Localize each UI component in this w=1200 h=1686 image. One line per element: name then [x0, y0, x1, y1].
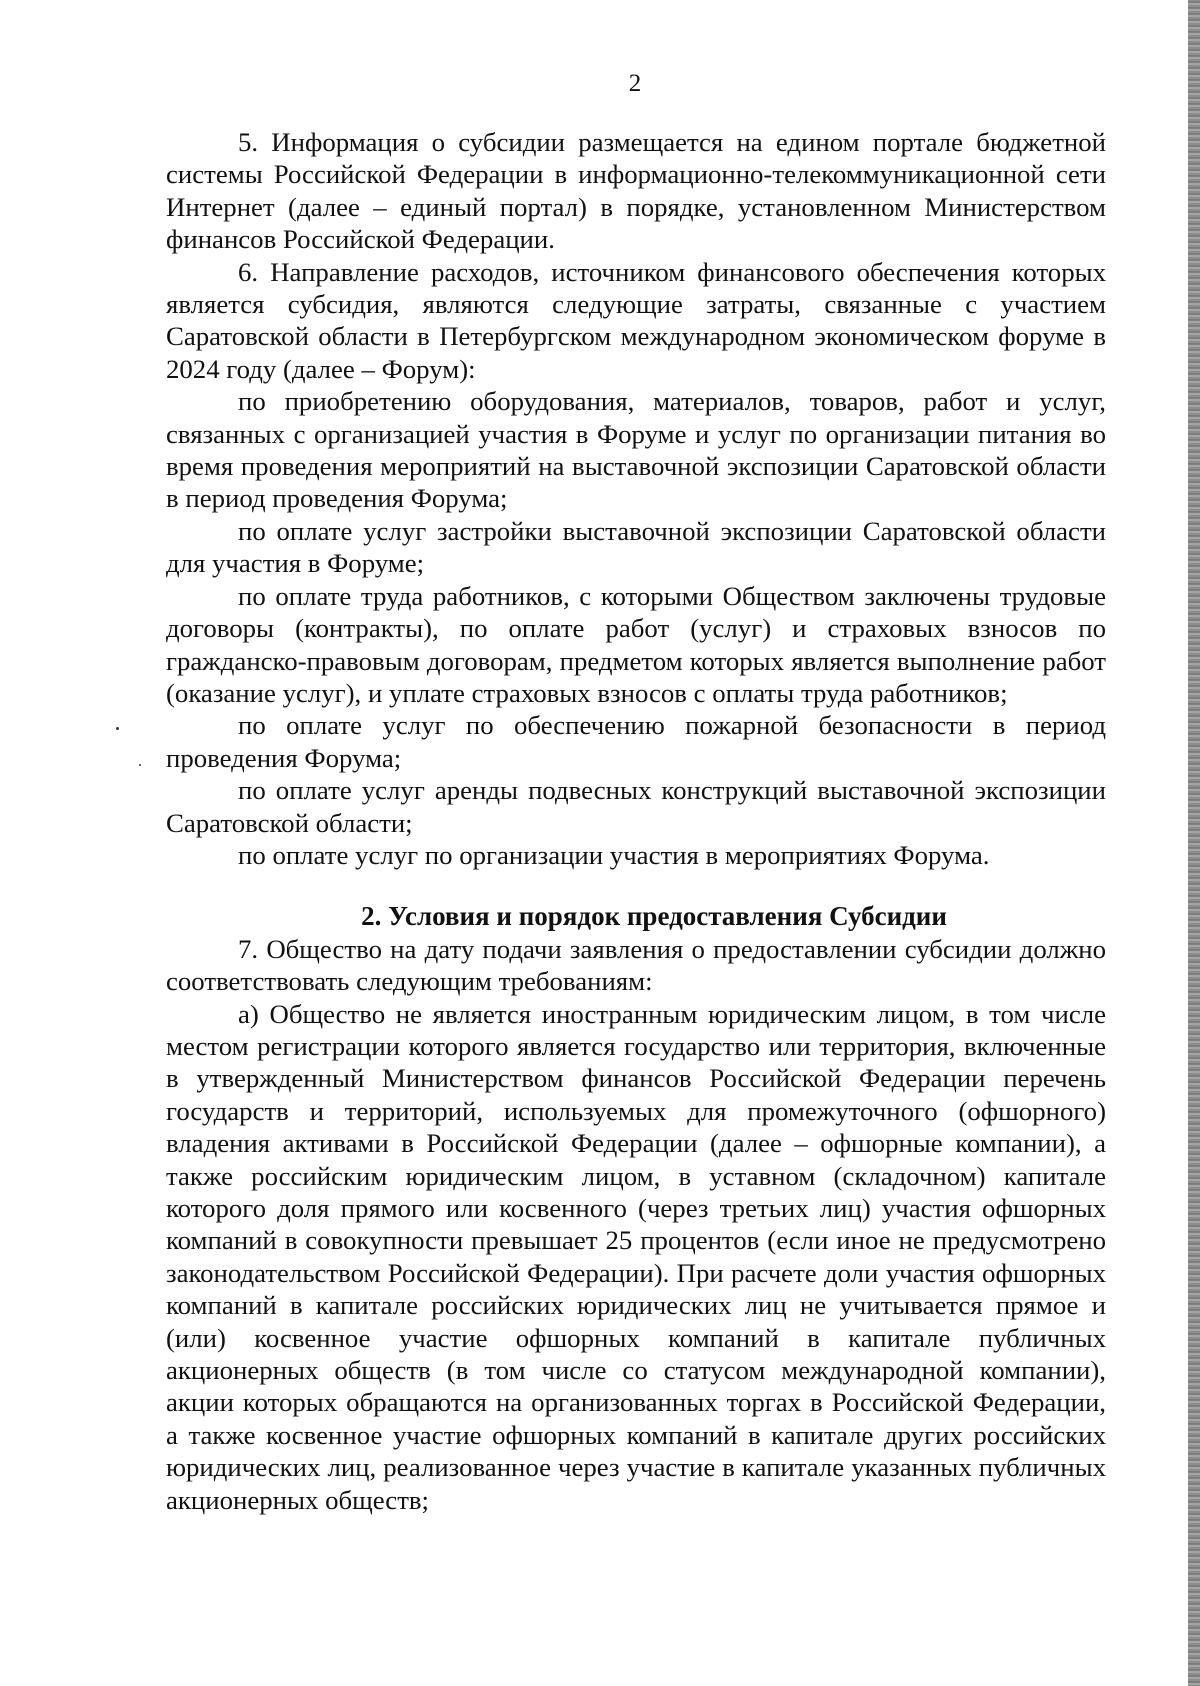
- paragraph: по оплате труда работников, с которыми Обществом заключены трудовые договоры (контракты), по оплате работ (услуг) и страховых взносов по гражданско-правовым договорам, предметом которых является выполнение работ (оказание услуг), и уплате страховых взносов с оплаты труда работников;: [166, 580, 1106, 708]
- paragraph: по оплате услуг застройки выставочной экспозиции Саратовской области для участия в Форуме;: [166, 515, 1106, 579]
- section-heading: 2. Условия и порядок предоставления Субсидии: [361, 901, 947, 932]
- scan-speck: [139, 764, 141, 766]
- paragraph: 6. Направление расходов, источником финансового обеспечения которых является субсидия, являются следующие затраты, связанные с участием Саратовской области в Петербургском международном экономическом форуме в 2024 году (далее – Форум):: [166, 256, 1106, 384]
- paragraph: по оплате услуг по организации участия в мероприятиях Форума.: [238, 839, 990, 870]
- paragraph: 7. Общество на дату подачи заявления о предоставлении субсидии должно соответствовать следующим требованиям:: [166, 933, 1106, 997]
- paragraph: по оплате услуг по обеспечению пожарной безопасности в период проведения Форума;: [166, 710, 1106, 773]
- document-body: [166, 126, 1106, 1516]
- paragraph: а) Общество не является иностранным юридическим лицом, в том числе местом регистрации которого является государство или территория, включенные в утвержденный Министерством финансов Российской Федерации перечень государств и территорий, используемых для промежуточного (офшорного) владения активами в Российской Федерации (далее – офшорные компании), а также российским юридическим лицом, в уставном (складочном) капитале которого доля прямого или косвенного (через третьих лиц) участия офшорных компаний в совокупности превышает 25 процентов (если иное не предусмотрено законодательством Российской Федерации). При расчете доли участия офшорных компаний в капитале российских юридических лиц не учитывается прямое и (или) косвенное участие офшорных компаний в капитале публичных акционерных обществ (в том числе со статусом международной компании), акции которых обращаются на организованных торгах в Российской Федерации, а также косвенное участие офшорных компаний в капитале других российских юридических лиц, реализованное через участие в капитале указанных публичных акционерных обществ;: [166, 998, 1106, 1515]
- paragraph: по приобретению оборудования, материалов, товаров, работ и услуг, связанных с организацией участия в Форуме и услуг по организации питания во время проведения мероприятий на выставочной экспозиции Саратовской области в период проведения Форума;: [166, 386, 1106, 514]
- scan-speck: [116, 727, 119, 730]
- paragraph: по оплате услуг аренды подвесных конструкций выставочной экспозиции Саратовской области;: [166, 775, 1106, 838]
- scan-edge: [1188, 0, 1200, 1686]
- page-number: 2: [628, 70, 642, 97]
- paragraph: 5. Информация о субсидии размещается на едином портале бюджетной системы Российской Федерации в информационно-телекоммуникационной сети Интернет (далее – единый портал) в порядке, установленном Министерством финансов Российской Федерации.: [166, 127, 1106, 255]
